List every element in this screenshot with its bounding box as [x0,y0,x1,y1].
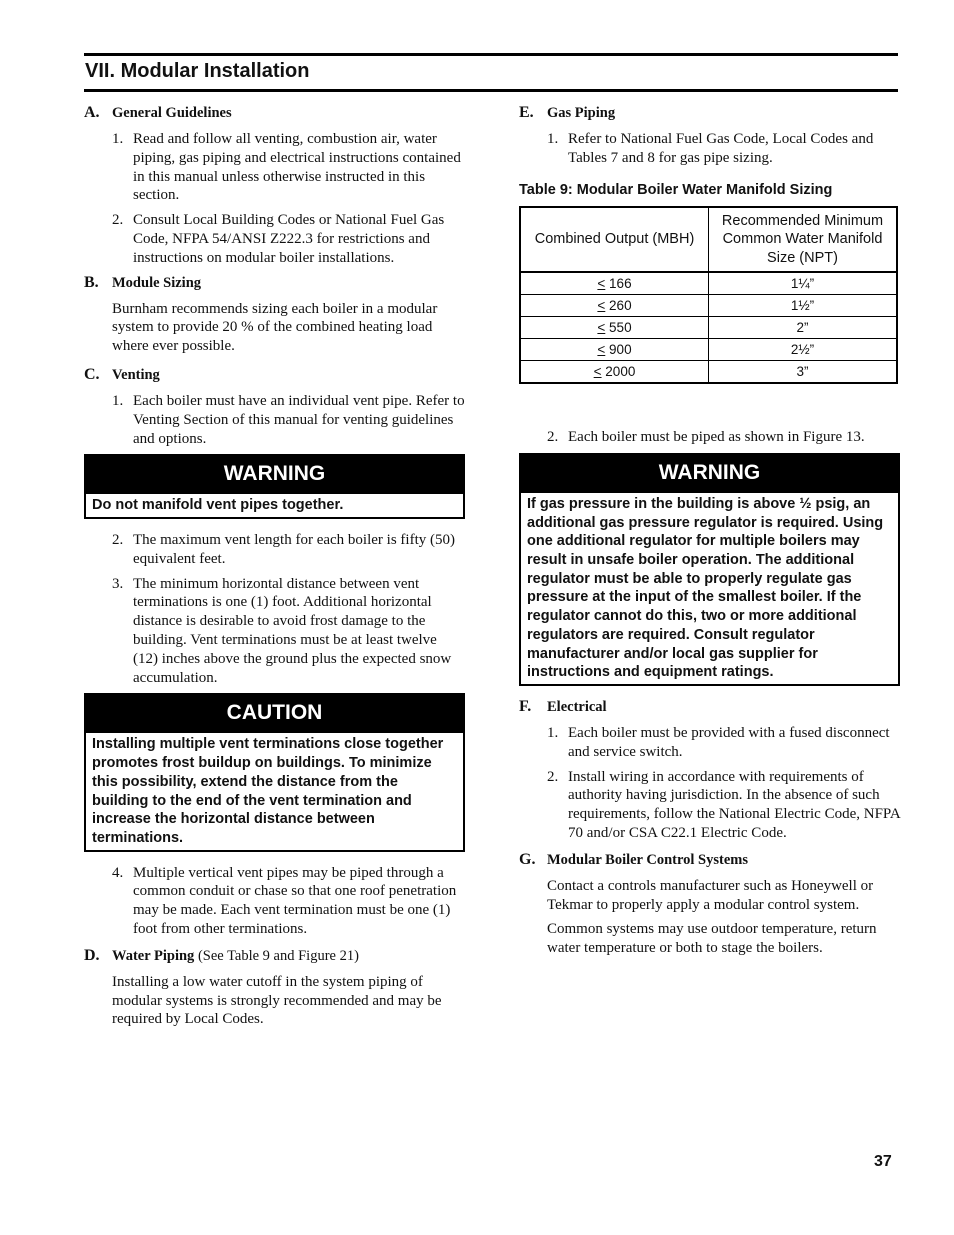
section-g-heading [519,851,900,869]
page-number: 37 [874,1153,892,1170]
section-g-paragraph-2: Common systems may use outdoor temperature, return water temperature or both to stage the boilers. [547,921,877,957]
list-item [84,531,465,569]
warning-heading: WARNING [86,456,463,494]
section-title [112,948,359,965]
cell-size: 3” [709,361,898,384]
less-or-equal-symbol: < [597,298,606,314]
section-letter: G. [519,850,536,868]
item-text: Consult Local Building Codes or National Fuel Gas Code, NFPA 54/ANSI Z222.3 for restrictions and instructions on modular boiler installations. [133,212,445,266]
item-number: 1. [112,131,124,147]
table-row [520,339,897,361]
section-c-heading [84,366,465,384]
section-e-list [519,130,900,168]
list-item [84,130,465,205]
section-title-text: Water Piping [112,947,195,964]
warning-text: If gas pressure in the building is above ½ psig, an additional gas pressure regulator is required. Using one additional regulator for multiple boilers may result in unsafe boiler operation. The additional regulator must be able to properly regulate gas pressure at the input of the smallest boiler. If the regulator cannot do this, two or more additional regulators are required. Consult regulator manufacturer and/or local gas supplier for instructions and equipment ratings. [527,495,884,681]
cell-output [520,361,709,384]
section-title: Modular Boiler Control Systems [547,851,748,868]
section-letter: E. [519,104,534,121]
less-or-equal-symbol: < [597,276,606,292]
section-d-paragraph: Installing a low water cutoff in the system piping of modular systems is strongly recommended and may be required by Local Codes. [112,973,442,1028]
warning-heading: WARNING [521,455,898,493]
section-title: Module Sizing [112,274,202,291]
output-value: 260 [605,298,632,314]
column-header-output: Combined Output (MBH) [520,207,709,273]
section-c-list-1 [84,392,465,448]
section-d-heading [84,947,465,965]
item-number: 2. [112,212,124,229]
list-item [84,211,465,267]
cell-size: 1¼” [709,272,898,295]
manifold-sizing-table [519,206,898,385]
table-row [520,295,897,317]
warning-text: Do not manifold vent pipes together. [92,497,344,514]
cell-size: 1½” [709,295,898,317]
section-e-list-2 [519,428,900,447]
section-title: Venting [112,366,160,383]
less-or-equal-symbol: < [597,342,606,358]
item-text: Each boiler must be provided with a fused disconnect and service switch. [568,724,890,760]
cell-size: 2” [709,317,898,339]
item-text: Each boiler must have an individual vent pipe. Refer to Venting Section of this manual for venting guidelines and options. [133,392,465,447]
less-or-equal-symbol: < [593,364,602,380]
caution-heading: CAUTION [86,695,463,733]
section-f-heading [519,698,900,716]
section-a-list [84,130,465,268]
cell-output [520,317,709,339]
header-rule-bottom [84,89,898,92]
section-letter: F. [519,697,532,715]
list-item [84,575,465,688]
section-b-paragraph: Burnham recommends sizing each boiler in a modular system to provide 20 % of the combined heating load where ever possible. [112,300,438,355]
section-letter: A. [84,104,100,121]
header-rule-top [84,53,898,56]
cell-output [520,295,709,317]
item-text: The minimum horizontal distance between vent terminations is one (1) foot. Additional horizontal distance is desirable to avoid frost damage to the building. Vent terminations must be at least twelve (12) inches above the ground plus the expected snow accumulation. [133,575,452,686]
gas-pressure-warning-box [519,453,900,686]
left-column [84,104,465,1035]
list-item [519,768,900,843]
item-number: 2. [112,532,124,549]
item-text: Multiple vertical vent pipes may be piped through a common conduit or chase so that one roof penetration may be made. Each vent termination must be one (1) foot from other terminations. [133,864,457,938]
right-column [519,104,900,964]
item-text: Read and follow all venting, combustion air, water piping, gas piping and electrical instructions contained in this manual unless otherwise instructed in this section. [133,131,461,204]
cell-output [520,339,709,361]
output-value: 166 [605,276,632,292]
list-item [84,392,465,448]
output-value: 900 [605,342,632,358]
section-g-paragraph-1: Contact a controls manufacturer such as Honeywell or Tekmar to properly apply a modular control system. [547,877,874,913]
table-header-row [520,207,897,273]
section-title: Gas Piping [547,105,616,121]
list-item [519,724,900,762]
section-letter: C. [84,365,100,383]
page-title: VII. Modular Installation [85,60,310,82]
less-or-equal-symbol: < [597,320,606,336]
section-c-list-3 [84,864,465,939]
list-item [84,864,465,939]
section-title: Electrical [547,698,607,715]
section-title-reference: (See Table 9 and Figure 21) [194,947,359,964]
output-value: 550 [605,320,632,336]
table-row [520,317,897,339]
item-text: The maximum vent length for each boiler is fifty (50) equivalent feet. [133,532,455,567]
item-number: 4. [112,864,124,881]
table-row [520,361,897,384]
item-text: Each boiler must be piped as shown in Figure 13. [568,429,865,446]
item-text: Install wiring in accordance with requirements of authority having jurisdiction. In the absence of such requirements, follow the National Electric Code, NFPA 70 and/or CSA C22.1 Electric Code. [568,768,900,841]
item-number: 2. [547,429,559,446]
cell-output [520,272,709,295]
list-item [519,130,900,168]
section-e-heading [519,104,900,122]
item-number: 1. [547,724,559,741]
frost-caution-box [84,693,465,851]
section-c-list-2 [84,531,465,687]
list-item [519,428,900,447]
section-title: General Guidelines [112,105,232,121]
output-value: 2000 [601,364,636,380]
cell-size: 2½” [709,339,898,361]
section-b-heading [84,274,465,292]
item-number: 1. [547,131,559,147]
table-caption: Table 9: Modular Boiler Water Manifold Sizing [519,181,833,198]
item-number: 2. [547,768,559,785]
item-number: 3. [112,575,124,592]
caution-text: Installing multiple vent terminations close together promotes frost buildup on buildings. To minimize this possibility, extend the distance from the building to the end of the vent termination and increase the horizontal distance between terminations. [92,736,444,846]
section-f-list [519,724,900,843]
column-header-size: Recommended Minimum Common Water Manifold Size (NPT) [709,207,898,273]
section-letter: B. [84,273,99,291]
item-number: 1. [112,392,124,409]
section-letter: D. [84,946,100,964]
section-a-heading [84,104,465,122]
table-row [520,272,897,295]
item-text: Refer to National Fuel Gas Code, Local Codes and Tables 7 and 8 for gas pipe sizing. [568,131,874,166]
vent-warning-box [84,454,465,519]
